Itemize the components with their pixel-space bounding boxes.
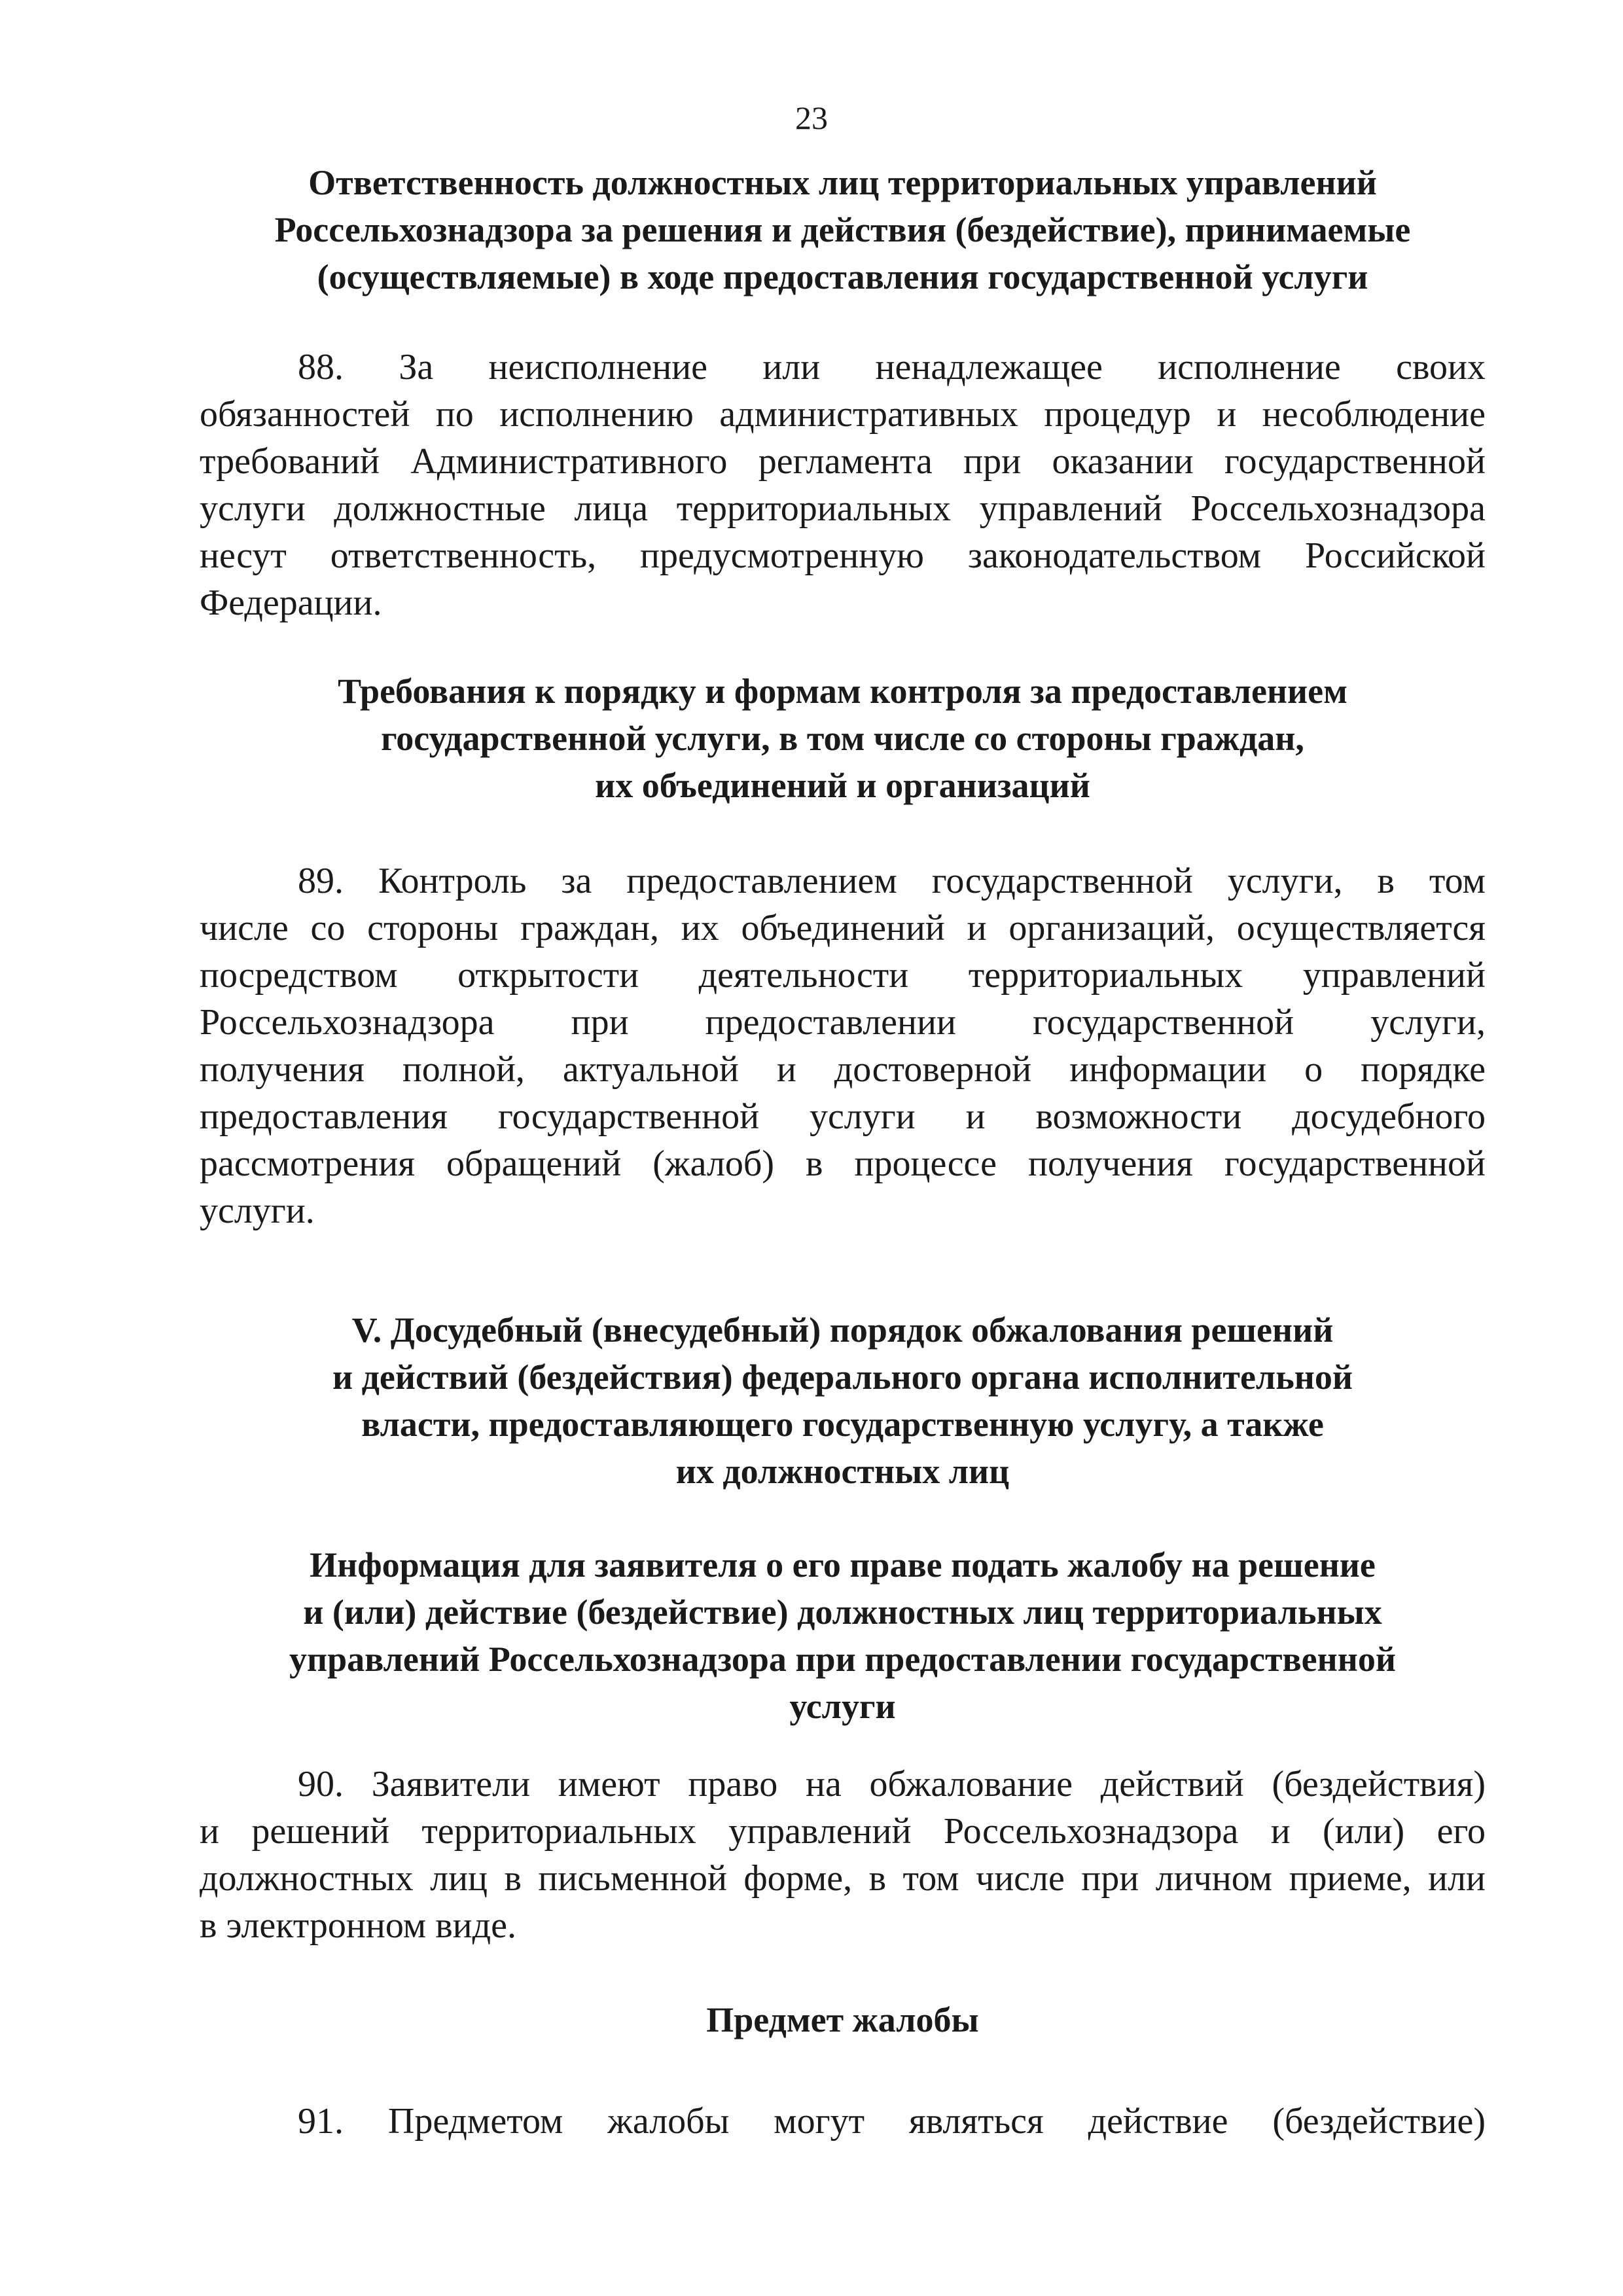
heading-line: государственной услуги, в том числе со стороны граждан, bbox=[381, 719, 1304, 758]
paragraph-88 bbox=[200, 344, 1486, 626]
paragraph-line: рассмотрения обращений (жалоб) в процессе получения государственной bbox=[200, 1143, 1486, 1184]
paragraph-line: в электронном виде. bbox=[200, 1905, 516, 1946]
paragraph-line: и решений территориальных управлений Россельхознадзора и (или) его bbox=[200, 1811, 1486, 1852]
paragraph-line: услуги. bbox=[200, 1191, 315, 1231]
paragraph-line: 89. Контроль за предоставлением государственной услуги, в том bbox=[298, 861, 1486, 901]
paragraph-line: 88. За неисполнение или ненадлежащее исполнение своих bbox=[298, 347, 1486, 387]
heading-line: Требования к порядку и формам контроля за предоставлением bbox=[338, 672, 1347, 711]
paragraph-line: посредством открытости деятельности территориальных управлений bbox=[200, 955, 1486, 996]
paragraph-line: предоставления государственной услуги и возможности досудебного bbox=[200, 1096, 1486, 1137]
heading-subject bbox=[200, 1996, 1486, 2043]
heading-line: V. Досудебный (внесудебный) порядок обжалования решений bbox=[351, 1310, 1334, 1350]
heading-line: Ответственность должностных лиц территориальных управлений bbox=[308, 163, 1377, 202]
paragraph-line: обязанностей по исполнению административных процедур и несоблюдение bbox=[200, 394, 1486, 435]
paragraph-line: Федерации. bbox=[200, 583, 382, 623]
paragraph-line: 91. Предметом жалобы могут являться действие (бездействие) bbox=[298, 2101, 1486, 2142]
heading-section-v bbox=[200, 1306, 1486, 1495]
paragraph-90 bbox=[200, 1761, 1486, 1949]
paragraph-line: должностных лиц в письменной форме, в том числе при личном приеме, или bbox=[200, 1858, 1486, 1899]
paragraph-line: услуги должностные лица территориальных управлений Россельхознадзора bbox=[200, 488, 1486, 529]
paragraph-91 bbox=[200, 2098, 1486, 2145]
heading-control bbox=[200, 668, 1486, 809]
heading-responsibility bbox=[200, 159, 1486, 300]
paragraph-line: получения полной, актуальной и достоверной информации о порядке bbox=[200, 1049, 1486, 1090]
page-number: 23 bbox=[795, 99, 828, 136]
paragraph-line: 90. Заявители имеют право на обжалование действий (бездействия) bbox=[298, 1764, 1486, 1804]
paragraph-line: Россельхознадзора при предоставлении государственной услуги, bbox=[200, 1002, 1486, 1043]
paragraph-89 bbox=[200, 857, 1486, 1234]
paragraph-line: несут ответственность, предусмотренную законодательством Российской bbox=[200, 535, 1486, 576]
heading-information bbox=[200, 1541, 1486, 1730]
heading-line: Предмет жалобы bbox=[706, 2000, 979, 2039]
heading-line: услуги bbox=[789, 1687, 896, 1726]
heading-line: управлений Россельхознадзора при предоставлении государственной bbox=[289, 1640, 1396, 1679]
paragraph-line: требований Административного регламента при оказании государственной bbox=[200, 441, 1486, 482]
paragraph-line: числе со стороны граждан, их объединений и организаций, осуществляется bbox=[200, 908, 1486, 948]
heading-line: и действий (бездействия) федерального органа исполнительной bbox=[332, 1357, 1353, 1397]
heading-line: Информация для заявителя о его праве подать жалобу на решение bbox=[310, 1545, 1376, 1585]
heading-line: Россельхознадзора за решения и действия (бездействие), принимаемые bbox=[274, 210, 1411, 249]
heading-line: их должностных лиц bbox=[675, 1452, 1010, 1491]
heading-line: их объединений и организаций bbox=[595, 766, 1090, 805]
heading-line: (осуществляемые) в ходе предоставления государственной услуги bbox=[317, 257, 1368, 296]
heading-line: и (или) действие (бездействие) должностных лиц территориальных bbox=[303, 1592, 1382, 1632]
heading-line: власти, предоставляющего государственную услугу, а также bbox=[361, 1405, 1324, 1444]
